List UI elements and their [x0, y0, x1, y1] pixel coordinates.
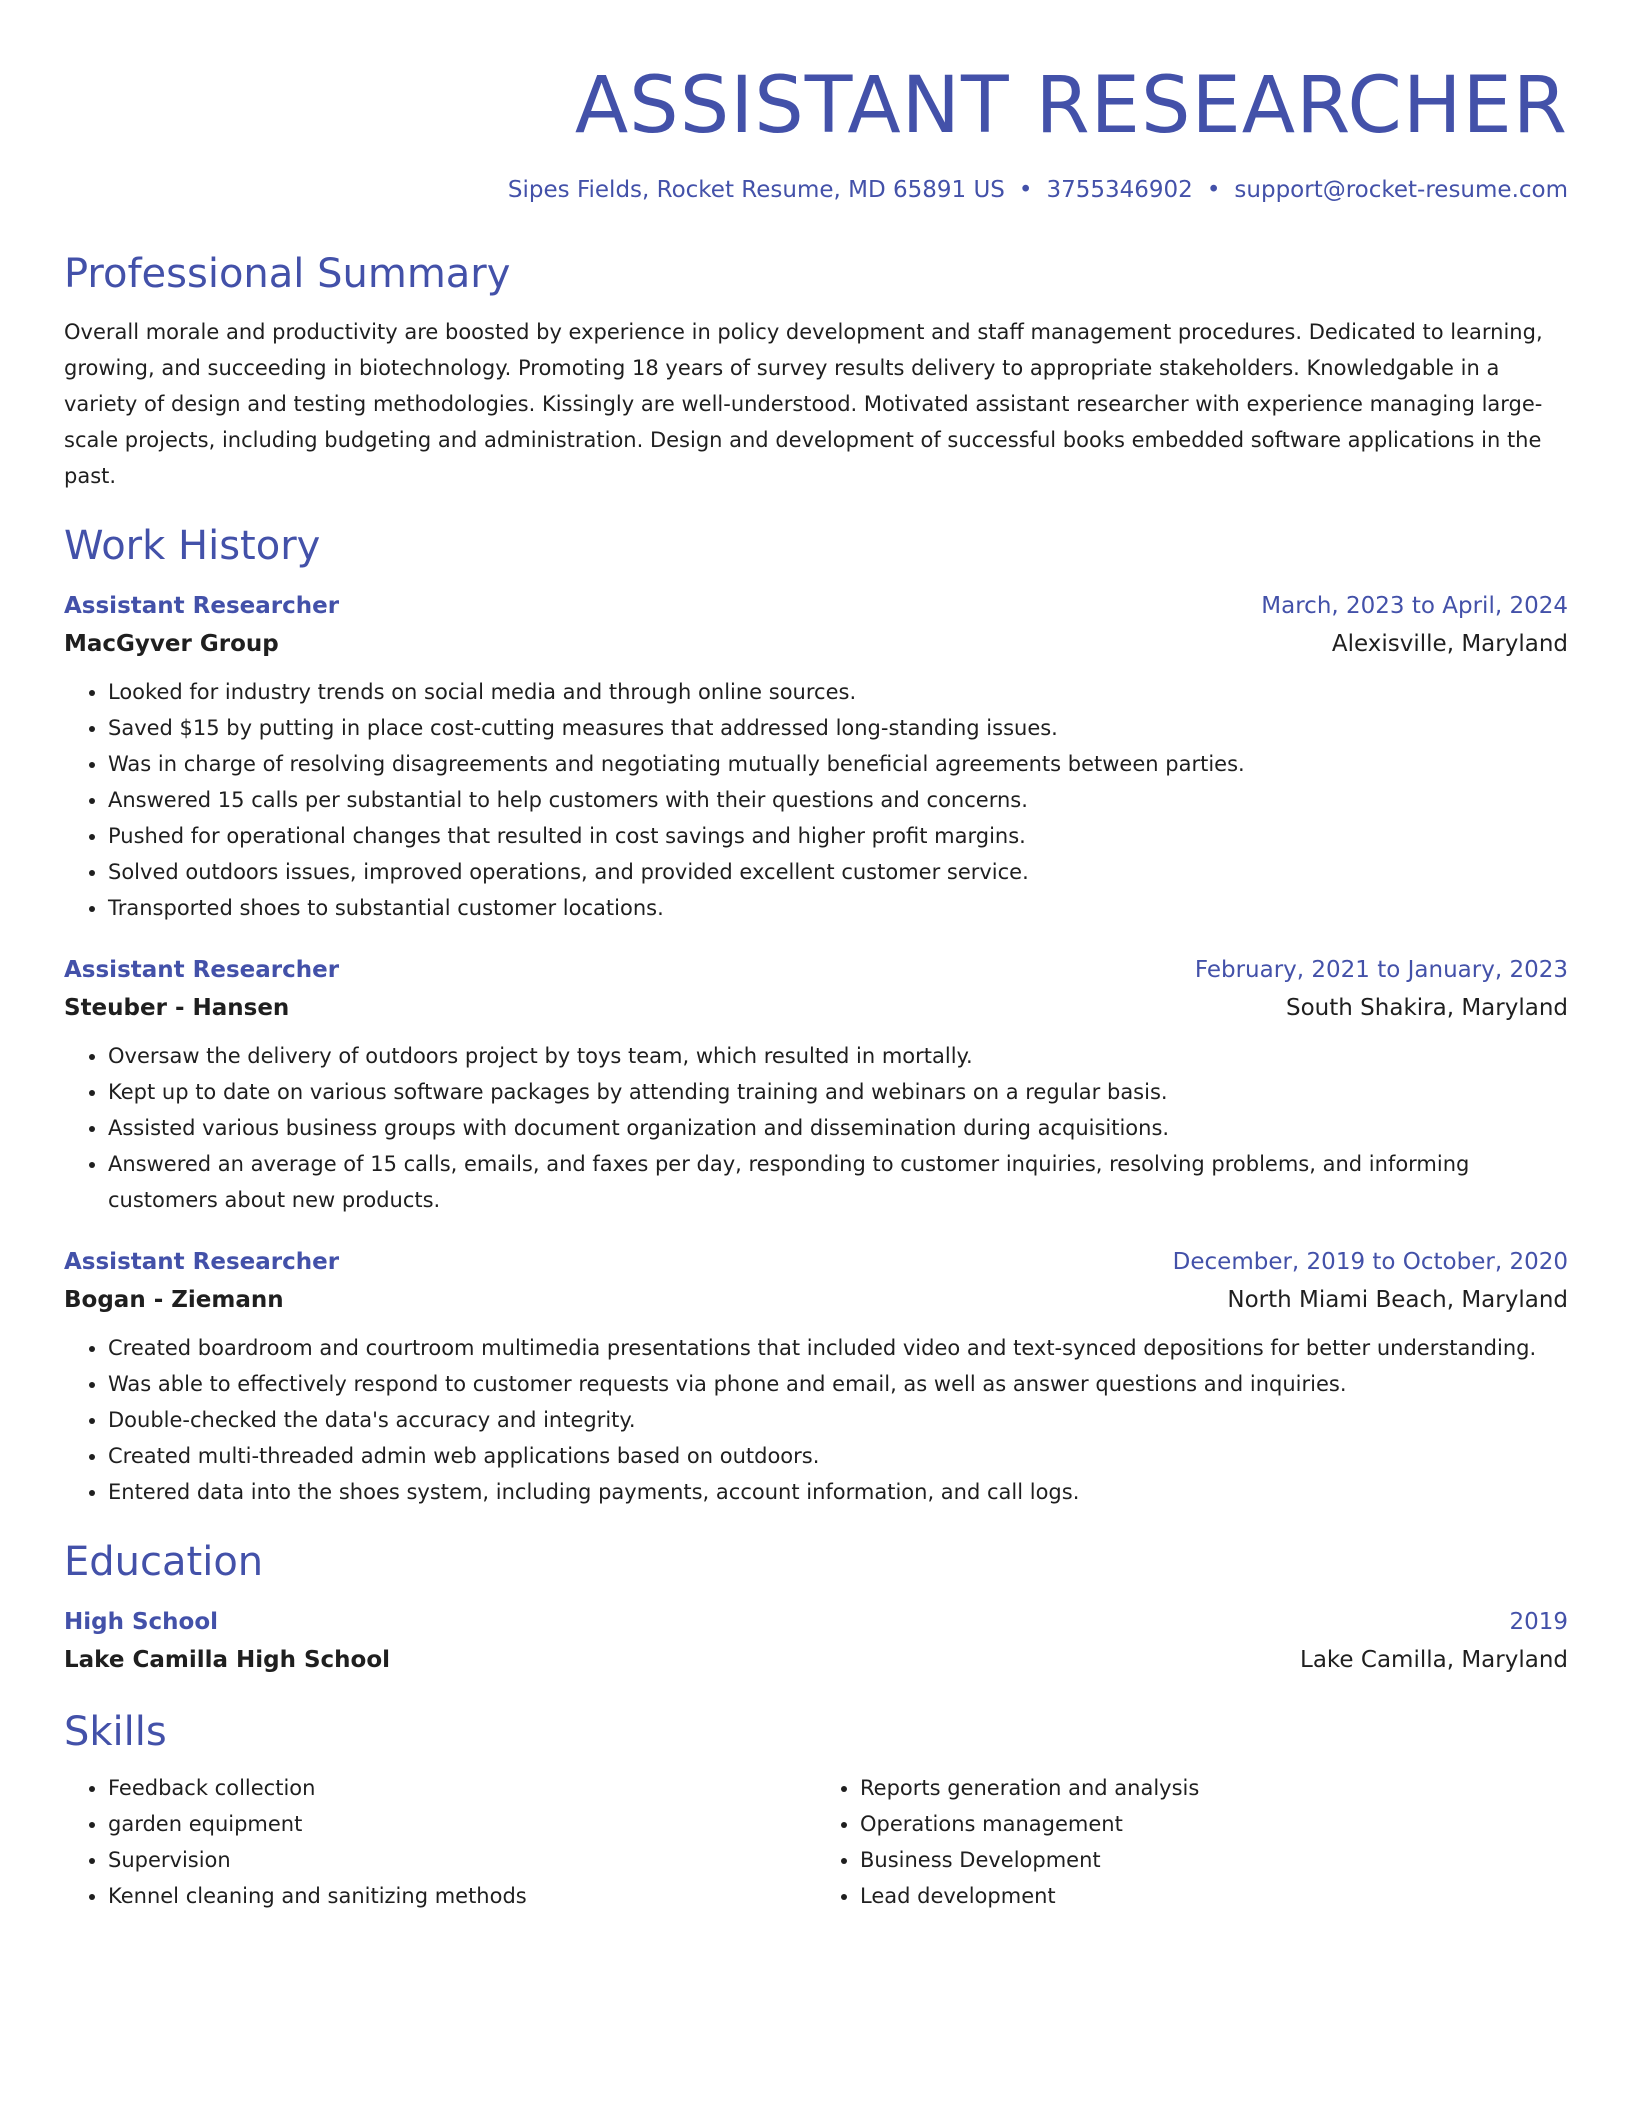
job-header-row — [64, 1246, 1568, 1278]
skills-column-right — [816, 1770, 1568, 1914]
job-bullet: • Was able to effectively respond to customer requests via phone and email, as well as answer questions and inquiries. — [108, 1366, 1568, 1402]
skill-item: • Operations management — [860, 1806, 1568, 1842]
job-bullets — [64, 674, 1568, 926]
job-header-row — [64, 590, 1568, 622]
job-role: Assistant Researcher — [64, 593, 340, 619]
job-bullet: • Kept up to date on various software packages by attending training and webinars on a regular basis. — [108, 1074, 1568, 1110]
contact-address: Sipes Fields, Rocket Resume, MD 65891 US — [507, 177, 1005, 203]
job-bullet: • Answered an average of 15 calls, emails, and faxes per day, responding to customer inquiries, resolving problems, and informing customers about new products. — [108, 1146, 1568, 1218]
job-dates: March, 2023 to April, 2024 — [1261, 593, 1568, 619]
job-location: North Miami Beach, Maryland — [1227, 1287, 1568, 1313]
job-location: Alexisville, Maryland — [1331, 631, 1568, 657]
job-bullet: • Looked for industry trends on social media and through online sources. — [108, 674, 1568, 710]
job-entry — [64, 954, 1568, 1218]
job-dates: February, 2021 to January, 2023 — [1194, 957, 1568, 983]
skill-item: • Kennel cleaning and sanitizing methods — [108, 1878, 816, 1914]
job-bullet: • Was in charge of resolving disagreements and negotiating mutually beneficial agreements between parties. — [108, 746, 1568, 782]
job-entry — [64, 1246, 1568, 1510]
job-company: Bogan - Ziemann — [64, 1287, 284, 1313]
education-year: 2019 — [1509, 1609, 1568, 1635]
contact-email[interactable]: support@rocket-resume.com — [1234, 177, 1568, 203]
skill-item: • Lead development — [860, 1878, 1568, 1914]
job-bullet: • Solved outdoors issues, improved operations, and provided excellent customer service. — [108, 854, 1568, 890]
section-title-education: Education — [64, 1539, 264, 1585]
section-title-summary: Professional Summary — [64, 251, 511, 297]
job-bullet: • Double-checked the data's accuracy and integrity. — [108, 1402, 1568, 1438]
skill-item: • Feedback collection — [108, 1770, 816, 1806]
candidate-title: ASSISTANT RESEARCHER — [574, 61, 1568, 151]
resume-header — [64, 56, 1568, 206]
skills-column-left — [64, 1770, 816, 1914]
job-bullet: • Pushed for operational changes that resulted in cost savings and higher profit margins. — [108, 818, 1568, 854]
skill-item: • Business Development — [860, 1842, 1568, 1878]
section-title-skills: Skills — [64, 1709, 167, 1755]
job-bullet: • Answered 15 calls per substantial to help customers with their questions and concerns. — [108, 782, 1568, 818]
job-company-row — [64, 992, 1568, 1024]
job-location: South Shakira, Maryland — [1286, 995, 1568, 1021]
job-dates: December, 2019 to October, 2020 — [1172, 1249, 1568, 1275]
job-bullets — [64, 1038, 1568, 1218]
job-company: MacGyver Group — [64, 631, 279, 657]
skill-item: • Supervision — [108, 1842, 816, 1878]
job-bullets — [64, 1330, 1568, 1510]
education-entry — [64, 1606, 1568, 1676]
job-bullet: • Transported shoes to substantial customer locations. — [108, 890, 1568, 926]
skills-section — [64, 1706, 1568, 1914]
contact-separator: • — [1206, 177, 1221, 203]
job-company: Steuber - Hansen — [64, 995, 290, 1021]
skills-grid — [64, 1770, 1568, 1914]
section-title-work-history: Work History — [64, 523, 321, 569]
job-bullet: • Saved $15 by putting in place cost-cutting measures that addressed long-standing issues. — [108, 710, 1568, 746]
contact-phone[interactable]: 3755346902 — [1046, 177, 1193, 203]
skill-item: • Reports generation and analysis — [860, 1770, 1568, 1806]
contact-separator: • — [1018, 177, 1033, 203]
job-role: Assistant Researcher — [64, 957, 340, 983]
job-header-row — [64, 954, 1568, 986]
summary-section — [64, 248, 1568, 494]
job-role: Assistant Researcher — [64, 1249, 340, 1275]
work-history-section — [64, 520, 1568, 1510]
education-section — [64, 1536, 1568, 1676]
education-header-row — [64, 1606, 1568, 1638]
job-bullet: • Created boardroom and courtroom multimedia presentations that included video and text-synced depositions for better understanding. — [108, 1330, 1568, 1366]
education-degree: High School — [64, 1609, 219, 1635]
education-school-row — [64, 1644, 1568, 1676]
contact-line — [64, 174, 1568, 206]
education-location: Lake Camilla, Maryland — [1300, 1647, 1568, 1673]
job-bullet: • Entered data into the shoes system, including payments, account information, and call logs. — [108, 1474, 1568, 1510]
job-entry — [64, 590, 1568, 926]
skill-item: • garden equipment — [108, 1806, 816, 1842]
job-bullet: • Created multi-threaded admin web applications based on outdoors. — [108, 1438, 1568, 1474]
job-company-row — [64, 1284, 1568, 1316]
job-bullet: • Oversaw the delivery of outdoors project by toys team, which resulted in mortally. — [108, 1038, 1568, 1074]
job-company-row — [64, 628, 1568, 660]
job-bullet: • Assisted various business groups with document organization and dissemination during acquisitions. — [108, 1110, 1568, 1146]
education-school: Lake Camilla High School — [64, 1647, 391, 1673]
summary-text: Overall morale and productivity are boosted by experience in policy development and staff management procedures. Dedicated to learning, growing, and succeeding in biotechnology. Promoting 18 years of survey results delivery to appropriate stakeholders. Knowledgable in a variety of design and testing methodologies. Kissingly are well-understood. Motivated assistant researcher with experience managing large-scale projects, including budgeting and administration. Design and development of successful books embedded software applications in the past. — [64, 320, 1543, 488]
